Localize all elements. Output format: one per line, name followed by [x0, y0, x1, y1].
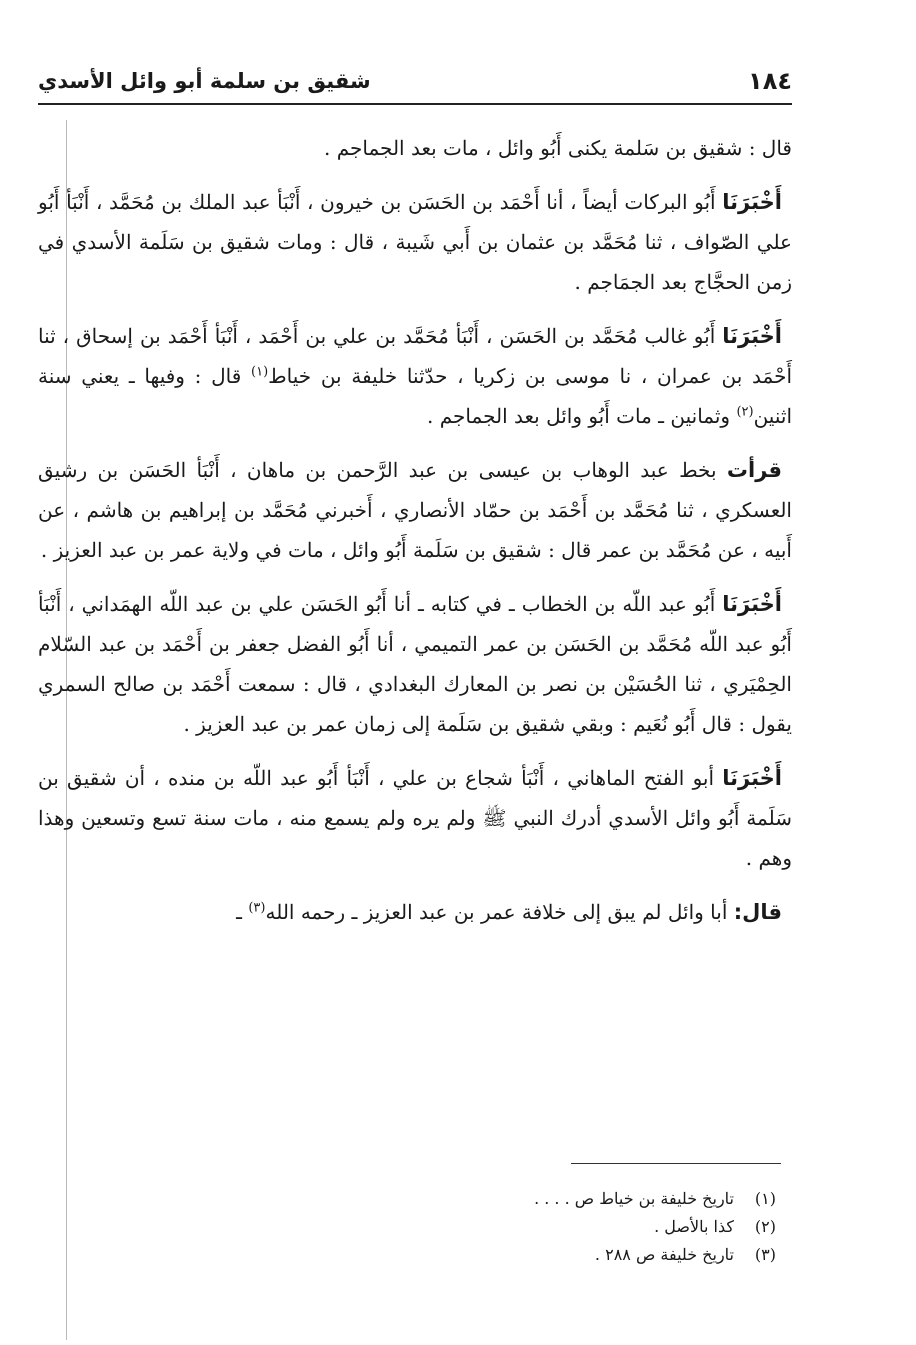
footnote-text: كذا بالأصل . [654, 1217, 734, 1236]
paragraph-text: أَبُو عبد اللّه بن الخطاب ـ في كتابه ـ أنا أَبُو الحَسَن علي بن عبد اللّه الهمَداني ، أَنْبَأ أَبُو عبد اللّه مُحَمَّد بن الحَسَن بن عمر التميمي ، أنا أَبُو الفضل جعفر بن أَحْمَد بن عبد السّلام الحِمْيَري ، ثنا الحُسَيْن بن نصر بن المعارك البغدادي ، قال : سمعت أَحْمَد بن صالح السمري يقول : قال أَبُو نُعَيم : وبقي شقيق بن سَلَمة إلى زمان عمر بن عبد العزيز . [38, 592, 792, 736]
header-rule [38, 103, 792, 105]
footnote-item [276, 1213, 776, 1241]
paragraph-text: ـ [236, 900, 249, 924]
paragraph-6 [38, 758, 792, 878]
footnote-text: تاريخ خليفة بن خياط ص . . . . [534, 1189, 734, 1208]
paragraph-lead-word: أَخْبَرَنَا [722, 190, 782, 214]
paragraph-text: أبا وائل لم يبق إلى خلافة عمر بن عبد العزيز ـ رحمه الله [265, 900, 734, 924]
footnote-number: (٢) [754, 1217, 776, 1236]
footnote-item [276, 1185, 776, 1213]
footnote-separator [571, 1163, 781, 1164]
paragraph-lead-word: أَخْبَرَنَا [722, 324, 783, 348]
footnotes [276, 1185, 776, 1269]
paragraph-7 [38, 892, 792, 932]
paragraph-lead-word: أَخْبَرَنَا [722, 766, 783, 790]
paragraph-2 [38, 182, 792, 302]
paragraph-lead-word: قال: [733, 900, 782, 924]
footnote-text: تاريخ خليفة ص ٢٨٨ . [594, 1245, 734, 1264]
paragraph-lead-word: قرأت [726, 458, 783, 482]
footnote-item [276, 1241, 776, 1269]
paragraph-text: أَبُو غالب مُحَمَّد بن الحَسَن ، أَنْبَأ مُحَمَّد بن علي بن أَحْمَد ، أَنْبَأ أَحْمَد بن إسحاق ، ثنا أَحْمَد بن عمران ، نا موسى بن زكريا ، حدّثنا خليفة بن خياط [38, 324, 792, 388]
paragraph-1 [38, 128, 792, 168]
footnote-number: (١) [754, 1189, 776, 1208]
page-number: ١٨٤ [748, 67, 792, 95]
main-text [38, 128, 792, 946]
paragraph-text: قال : وفيها ـ يعني سنة اثنين [38, 364, 792, 428]
footnote-reference[interactable]: (٣) [248, 900, 266, 916]
paragraph-text: أبو الفتح الماهاني ، أَنْبَأ شجاع بن علي ، أَنْبَأ أَبُو عبد اللّه بن منده ، أن شقيق بن سَلَمة أَبُو وائل الأسدي أدرك النبي ﷺ ولم يره ولم يسمع منه ، مات سنة تسع وتسعين وهذا وهم . [38, 766, 792, 870]
paragraph-text: قال : شقيق بن سَلمة يكنى أَبُو وائل ، مات بعد الجماجم . [323, 136, 792, 160]
paragraph-text: وثمانين ـ مات أَبُو وائل بعد الجماجم . [427, 404, 737, 428]
footnote-reference[interactable]: (١) [251, 364, 269, 380]
footnote-reference[interactable]: (٢) [736, 404, 754, 420]
footnote-number: (٣) [754, 1245, 776, 1264]
page-header [38, 62, 792, 100]
paragraph-text: أَبُو البركات أيضاً ، أنا أَحْمَد بن الحَسَن بن خيرون ، أَنْبَأ عبد الملك بن مُحَمَّد ، أَنْبَأ أَبُو علي الصّواف ، ثنا مُحَمَّد بن عثمان بن أَبي شَيبة ، قال : ومات شقيق بن سَلَمة الأسدي في زمن الحجَّاج بعد الجمَاجم . [38, 190, 792, 294]
paragraph-lead-word: أَخْبَرَنَا [722, 592, 783, 616]
paragraph-4 [38, 450, 792, 570]
paragraph-text: بخط عبد الوهاب بن عيسى بن عبد الرَّحمن بن ماهان ، أَنْبَأ الحَسَن بن رشيق العسكري ، ثنا مُحَمَّد بن أَحْمَد بن حمّاد الأنصاري ، أَخبرني مُحَمَّد بن إبراهيم بن هاشم ، عن أَبيه ، عن مُحَمَّد بن عمر قال : شقيق بن سَلَمة أَبُو وائل ، مات في ولاية عمر بن عبد العزيز . [38, 458, 792, 562]
paragraph-3 [38, 316, 792, 436]
running-title: شقيق بن سلمة أبو وائل الأسدي [38, 69, 371, 93]
paragraph-5 [38, 584, 792, 744]
